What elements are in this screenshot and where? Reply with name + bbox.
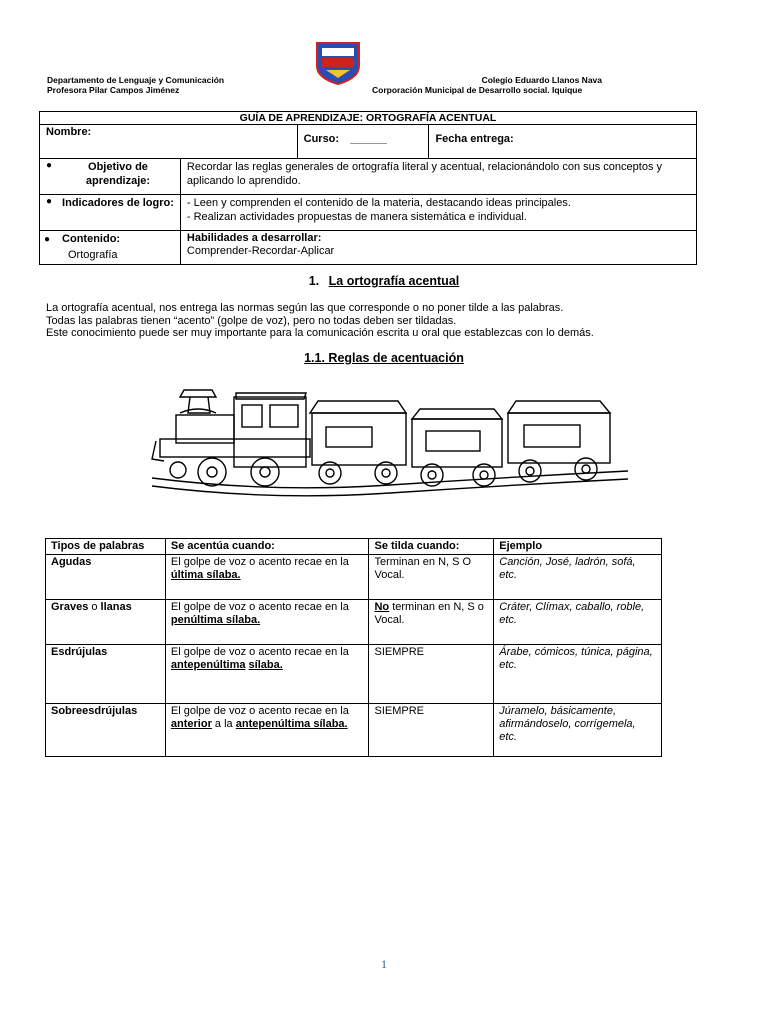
word-type: Sobreesdrújulas xyxy=(46,704,166,757)
content-cell xyxy=(40,231,181,265)
intro-line: La ortografía acentual, nos entrega las normas según las que corresponde o no poner tilde a las palabras. xyxy=(46,302,564,314)
table-row xyxy=(46,645,662,704)
date-cell[interactable] xyxy=(429,125,697,159)
column-header: Ejemplo xyxy=(494,539,662,555)
course-label: Curso: xyxy=(303,133,340,145)
content-value: Ortografía xyxy=(68,249,118,261)
name-cell[interactable] xyxy=(40,125,298,159)
objective-label-cell xyxy=(40,159,181,195)
example: Canción, José, ladrón, sofá, etc. xyxy=(494,555,662,600)
skills-label: Habilidades a desarrollar: xyxy=(186,232,322,244)
department-label: Departamento de Lenguaje y Comunicación xyxy=(47,75,225,85)
indicators-label-cell xyxy=(40,195,181,231)
section-1-title: La ortografía acentual xyxy=(328,274,460,288)
teacher-label: Profesora Pilar Campos Jiménez xyxy=(47,85,180,95)
table-row xyxy=(46,555,662,600)
accent-rule: El golpe de voz o acento recae en la última sílaba. xyxy=(165,555,369,600)
example: Cráter, Clímax, caballo, roble, etc. xyxy=(494,600,662,645)
tilde-rule: SIEMPRE xyxy=(369,704,494,757)
date-label: Fecha entrega: xyxy=(435,133,514,145)
column-header: Tipos de palabras xyxy=(46,539,166,555)
objective-text: Recordar las reglas generales de ortografía literal y acentual, relacionándolo con sus conceptos y aplicando lo aprendido. xyxy=(180,159,696,195)
corporation-name: Corporación Municipal de Desarrollo social. Iquique xyxy=(372,85,583,95)
tilde-rule: SIEMPRE xyxy=(369,645,494,704)
intro-line: Todas las palabras tienen “acento” (golpe de voz), pero no todas deben ser tildadas. xyxy=(46,314,457,327)
section-1-1-heading xyxy=(0,351,768,365)
word-type: Graves o llanas xyxy=(46,600,166,645)
indicators-cell xyxy=(180,195,696,231)
guide-title: GUÍA DE APRENDIZAJE: ORTOGRAFÍA ACENTUAL xyxy=(40,112,697,125)
train-illustration xyxy=(150,375,630,505)
skills-cell xyxy=(180,231,696,265)
column-header: Se tilda cuando: xyxy=(369,539,494,555)
school-name: Colegio Eduardo Llanos Nava xyxy=(481,75,602,85)
section-1-heading xyxy=(0,274,768,288)
page-number: 1 xyxy=(381,957,387,971)
tilde-rule: Terminan en N, S O Vocal. xyxy=(369,555,494,600)
bullet-icon: ● xyxy=(46,196,53,207)
guide-info-table xyxy=(39,111,697,265)
school-crest-logo xyxy=(314,40,362,86)
skills-value: Comprender-Recordar-Aplicar xyxy=(186,245,335,257)
accent-rule: El golpe de voz o acento recae en la antepenúltima sílaba. xyxy=(165,645,369,704)
word-type: Esdrújulas xyxy=(46,645,166,704)
accent-rule: El golpe de voz o acento recae en la penúltima sílaba. xyxy=(165,600,369,645)
accent-rule: El golpe de voz o acento recae en la anterior a la antepenúltima sílaba. xyxy=(165,704,369,757)
example: Árabe, cómicos, túnica, página, etc. xyxy=(494,645,662,704)
word-type: Agudas xyxy=(46,555,166,600)
example: Júramelo, básicamente, afirmándoselo, corrígemela, etc. xyxy=(494,704,662,757)
indicator-item: - Leen y comprenden el contenido de la materia, destacando ideas principales. xyxy=(186,197,571,209)
table-row xyxy=(46,600,662,645)
content-label: Contenido: xyxy=(62,233,121,245)
intro-paragraphs xyxy=(46,302,594,340)
intro-line: Este conocimiento puede ser muy importante para la comunicación escrita u oral que establezcas con lo demás. xyxy=(46,327,594,339)
indicators-label: Indicadores de logro: xyxy=(62,197,174,209)
indicator-item: - Realizan actividades propuestas de manera sistemática e individual. xyxy=(186,211,527,223)
name-label: Nombre: xyxy=(46,126,92,138)
accent-rules-table xyxy=(45,538,662,757)
tilde-rule: No terminan en N, S o Vocal. xyxy=(369,600,494,645)
objective-label: Objetivo de aprendizaje: xyxy=(85,161,151,187)
section-1-1-title: 1.1. Reglas de acentuación xyxy=(304,351,464,365)
table-row xyxy=(46,704,662,757)
bullet-icon: ● xyxy=(46,160,53,171)
course-blank: ______ xyxy=(350,133,387,145)
bullet-icon: ● xyxy=(44,234,51,245)
column-header: Se acentúa cuando: xyxy=(165,539,369,555)
course-cell[interactable] xyxy=(297,125,429,159)
section-1-number: 1. xyxy=(308,274,320,288)
